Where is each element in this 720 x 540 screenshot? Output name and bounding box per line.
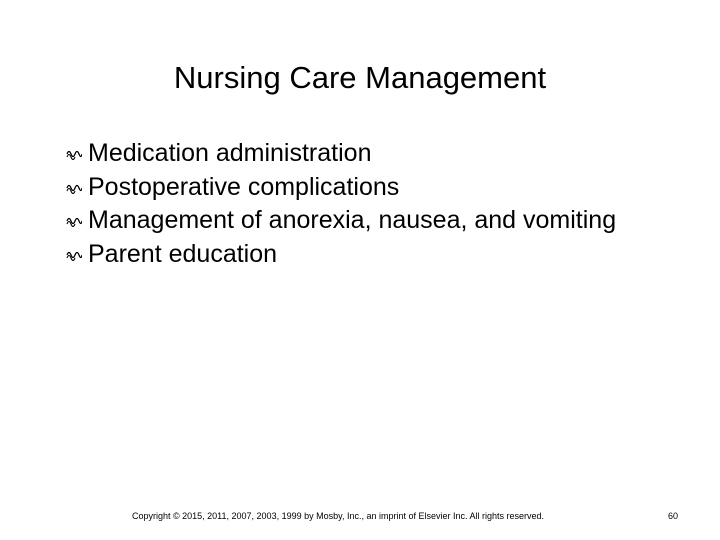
- bullet-item: [66, 204, 626, 238]
- wavy-bullet-icon: [66, 148, 82, 160]
- bullet-item: [66, 137, 626, 171]
- wavy-bullet-icon: [66, 249, 82, 261]
- copyright-notice: Copyright © 2015, 2011, 2007, 2003, 1999 by Mosby, Inc., an imprint of Elsevier Inc. All rights reserved.: [132, 511, 545, 521]
- bullet-text: Postoperative complications: [88, 172, 400, 201]
- bullet-text: Parent education: [88, 239, 278, 268]
- bullet-item: [66, 171, 626, 205]
- bullet-text: Management of anorexia, nausea, and vomiting: [88, 206, 617, 234]
- bullet-list: [66, 137, 626, 271]
- wavy-bullet-icon: [66, 182, 82, 194]
- slide-footer: [0, 508, 720, 524]
- wavy-bullet-icon: [66, 215, 82, 227]
- page-number: 60: [667, 511, 678, 521]
- bullet-item: [66, 238, 626, 272]
- bullet-text: Medication administration: [88, 139, 372, 167]
- slide-title: Nursing Care Management: [173, 60, 547, 95]
